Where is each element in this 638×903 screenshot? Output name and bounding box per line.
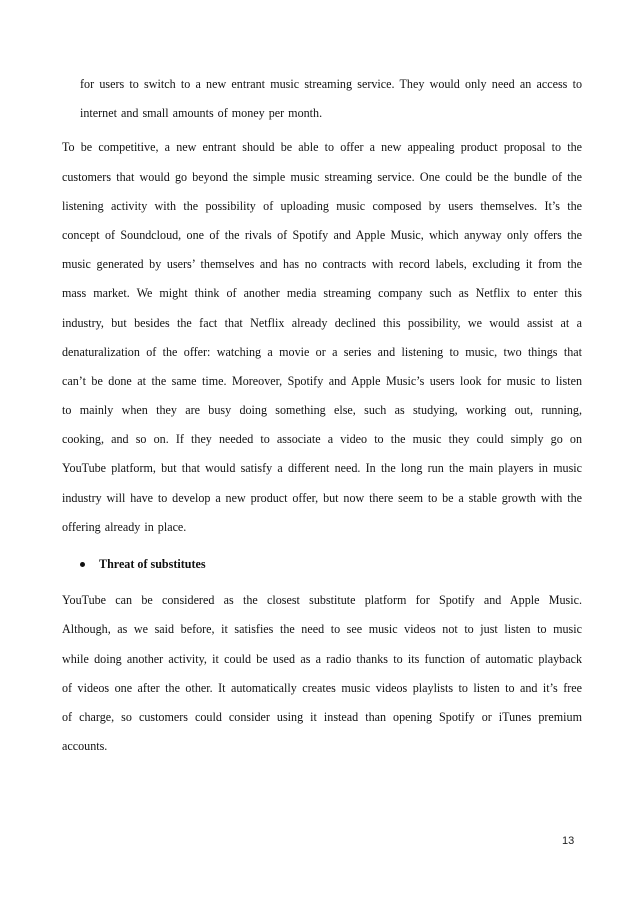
text-line: YouTube can be considered as the closest substitute platform for Spotify and Apple Music. [62,593,582,608]
text-line: Although, as we said before, it satisfies the need to see music videos not to just listen to music [62,622,582,637]
text-line: listening activity with the possibility of uploading music composed by users themselves. It’s the [62,198,582,213]
text-line: offering already in place. [62,519,187,534]
text-line: industry will have to develop a new product offer, but now there seem to be a stable growth with the [62,490,582,505]
text-line: YouTube platform, but that would satisfy a different need. In the long run the main players in music [62,461,582,476]
section-heading-text: Threat of substitutes [99,557,206,571]
paragraph-substitutes [62,586,582,761]
text-line: denaturalization of the offer: watching a movie or a series and listening to music, two things that [62,344,582,359]
text-line: of charge, so customers could consider using it instead than opening Spotify or iTunes premium [62,709,582,724]
text-line: for users to switch to a new entrant music streaming service. They would only need an access to [80,77,582,91]
text-line: of videos one after the other. It automatically creates music videos playlists to listen to and it’s free [62,680,582,695]
text-line: to mainly when they are busy doing something else, such as studying, working out, running, [62,403,582,418]
bullet-icon [80,562,85,567]
body-text [62,70,582,761]
text-line: industry, but besides the fact that Netflix already declined this possibility, we would assist at a [62,315,582,330]
text-line: mass market. We might think of another media streaming company such as Netflix to enter this [62,286,582,301]
paragraph-competitiveness [62,133,582,542]
text-line: customers that would go beyond the simple music streaming service. One could be the bundle of the [62,169,582,184]
text-line: concept of Soundcloud, one of the rivals of Spotify and Apple Music, which anyway only offers the [62,227,582,242]
text-line: accounts. [62,739,108,754]
text-line: cooking, and so on. If they needed to associate a video to the music they could simply go on [62,432,582,447]
text-line: internet and small amounts of money per month. [80,106,323,121]
text-line: can’t be done at the same time. Moreover, Spotify and Apple Music’s users look for music to listen [62,373,582,388]
text-line: To be competitive, a new entrant should be able to offer a new appealing product proposal to the [62,140,582,155]
text-line: music generated by users’ themselves and has no contracts with record labels, excluding it from the [62,257,582,272]
paragraph-continued [62,70,582,128]
page-number: 13 [562,835,575,847]
text-line: while doing another activity, it could be used as a radio thanks to its function of automatic playback [62,651,582,666]
section-heading [62,550,582,579]
